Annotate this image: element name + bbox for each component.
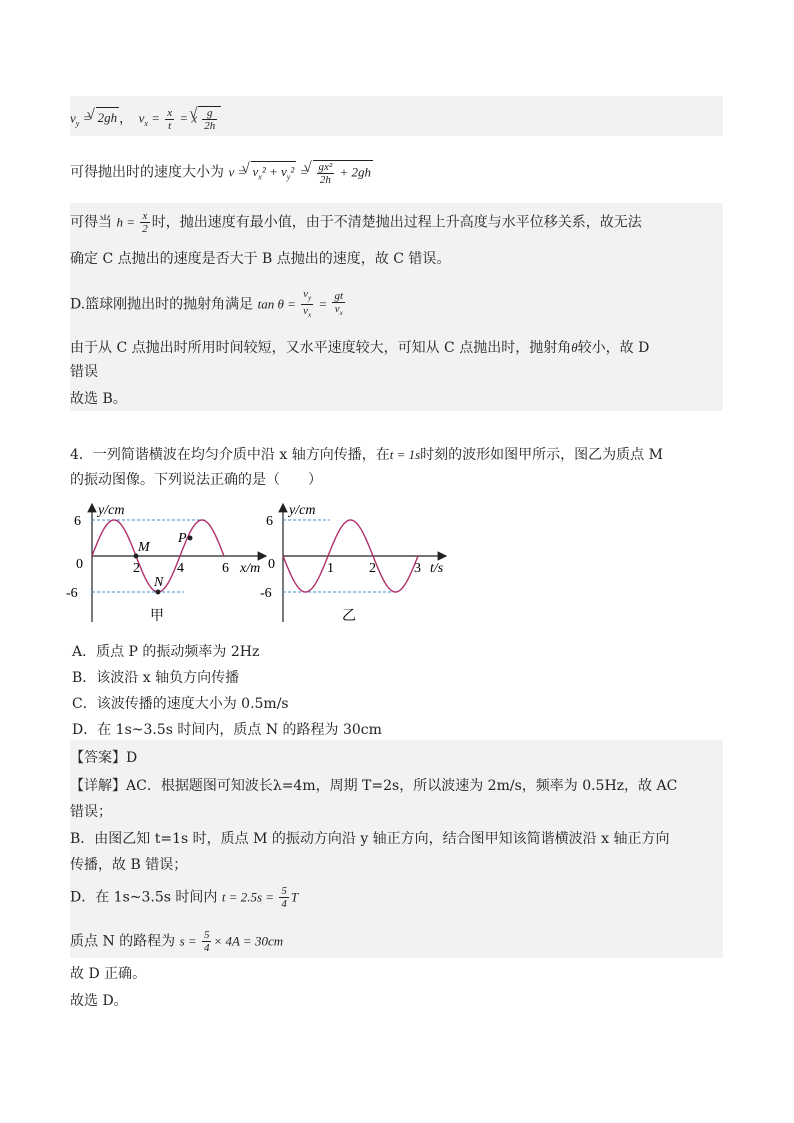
yi-caption: 乙 [342, 609, 356, 624]
jia-ytick-0: 0 [76, 557, 83, 572]
jia-xtick-2: 2 [133, 561, 140, 576]
question-4-time: t = 1s [389, 447, 421, 462]
detail-line-5-text: D．在 1s~3.5s 时间内 [70, 889, 218, 906]
point-p-label: P [178, 531, 187, 546]
point-n-label: N [154, 575, 164, 590]
jia-xtick-4: 4 [177, 561, 184, 576]
detail-line-3: B．由图乙知 t=1s 时，质点 M 的振动方向沿 y 轴正方向，结合图甲知该简谐横波沿 x 轴正方向 [70, 831, 670, 847]
reason-d-text: 由于从 C 点抛出时所用时间较短，又水平速度较大，可知从 C 点抛出时，抛射角 [70, 340, 572, 356]
min-speed-prefix: 可得当 [70, 214, 112, 231]
point-n-dot [156, 590, 161, 595]
detail-line-5: D．在 1s~3.5s 时间内 t = 2.5s = $\frac{5}{4}$ T [70, 885, 299, 910]
detail-line-7: 故 D 正确。 [70, 966, 147, 982]
conclusion-c-line: 确定 C 点抛出的速度是否大于 B 点抛出的速度，故 C 错误。 [70, 251, 451, 267]
answer-block [70, 740, 723, 958]
min-speed-line: 可得当 h = $\frac{x}{2}$ 时，抛出速度有最小值，由于不清楚抛出过程上升高度与水平位移关系，故无法 [70, 210, 642, 235]
yi-xlabel: t/s [430, 561, 444, 576]
jia-xtick-6: 6 [222, 561, 229, 576]
answer-label: 【答案】D [70, 750, 138, 766]
yi-xtick-2: 2 [369, 561, 376, 576]
speed-formula-line: 可得抛出时的速度大小为 v = √ $v_x^2 + v_y^2$ = √ $\frac{\text{gx²}}{2h}$ + 2gh [70, 160, 373, 188]
choose-b-line: 故选 B。 [70, 391, 127, 407]
jia-ytick-neg6: -6 [66, 586, 78, 601]
vibration-figure-yi [262, 498, 452, 628]
jia-ylabel: y/cm [98, 503, 125, 518]
theta-symbol: θ [571, 340, 578, 355]
reason-d-line [70, 338, 649, 358]
option-d: D．在 1s~3.5s 时间内，质点 N 的路程为 30cm [72, 722, 382, 738]
option-a: A．质点 P 的振动频率为 2Hz [72, 644, 260, 660]
question-4-line1 [70, 445, 663, 465]
detail-line-6-text: 质点 N 的路程为 [70, 933, 176, 950]
question-4-text-end: 时刻的波形如图甲所示，图乙为质点 M [420, 447, 663, 463]
angle-formula-line: D.篮球刚抛出时的抛射角满足 tan θ = $\frac{v_y}{v_x}$ = $\frac{gt}{v_x}$ [70, 288, 344, 320]
angle-formula-text: D.篮球刚抛出时的抛射角满足 [70, 296, 254, 313]
option-c: C．该波传播的速度大小为 0.5m/s [72, 696, 289, 712]
question-4-line2: 的振动图像。下列说法正确的是（ ） [70, 472, 322, 488]
jia-xlabel: x/m [240, 561, 261, 576]
yi-xtick-1: 1 [327, 561, 334, 576]
speed-formula-text: 可得抛出时的速度大小为 [70, 164, 224, 181]
yi-xtick-3: 3 [414, 561, 421, 576]
wave-figure-jia [66, 498, 276, 628]
jia-caption: 甲 [150, 609, 164, 624]
point-m-label: M [138, 540, 150, 555]
jia-ytick-6: 6 [74, 514, 81, 529]
detail-line-6: 质点 N 的路程为 s = $\frac{5}{4}$ × 4A = 30cm [70, 929, 284, 954]
yi-ytick-0: 0 [268, 557, 275, 572]
option-b: B．该波沿 x 轴负方向传播 [72, 670, 240, 686]
min-speed-suffix: 时，抛出速度有最小值，由于不清楚抛出过程上升高度与水平位移关系，故无法 [151, 214, 642, 231]
detail-line-2: 错误； [70, 804, 112, 820]
point-p-dot [188, 536, 193, 541]
detail-line-1: 【详解】AC．根据题图可知波长λ=4m，周期 T=2s，所以波速为 2m/s，频率为 0.5Hz，故 AC [70, 778, 678, 794]
yi-ytick-6: 6 [266, 514, 273, 529]
velocity-components-formula: $v_y$ = √ 2gh ， $v_x$ = $\frac{x}{t}$ = x √ $\frac{g}{2h}$ [70, 106, 221, 134]
question-4-text: 4．一列简谐横波在均匀介质中沿 x 轴方向传播，在 [70, 447, 390, 463]
reason-d-end: 较小，故 D [577, 340, 650, 356]
detail-line-8: 故选 D。 [70, 993, 128, 1009]
detail-line-4: 传播，故 B 错误； [70, 857, 188, 873]
yi-ylabel: y/cm [289, 503, 316, 518]
yi-ytick-neg6: -6 [260, 586, 272, 601]
wrong-d-line: 错误 [70, 364, 98, 380]
